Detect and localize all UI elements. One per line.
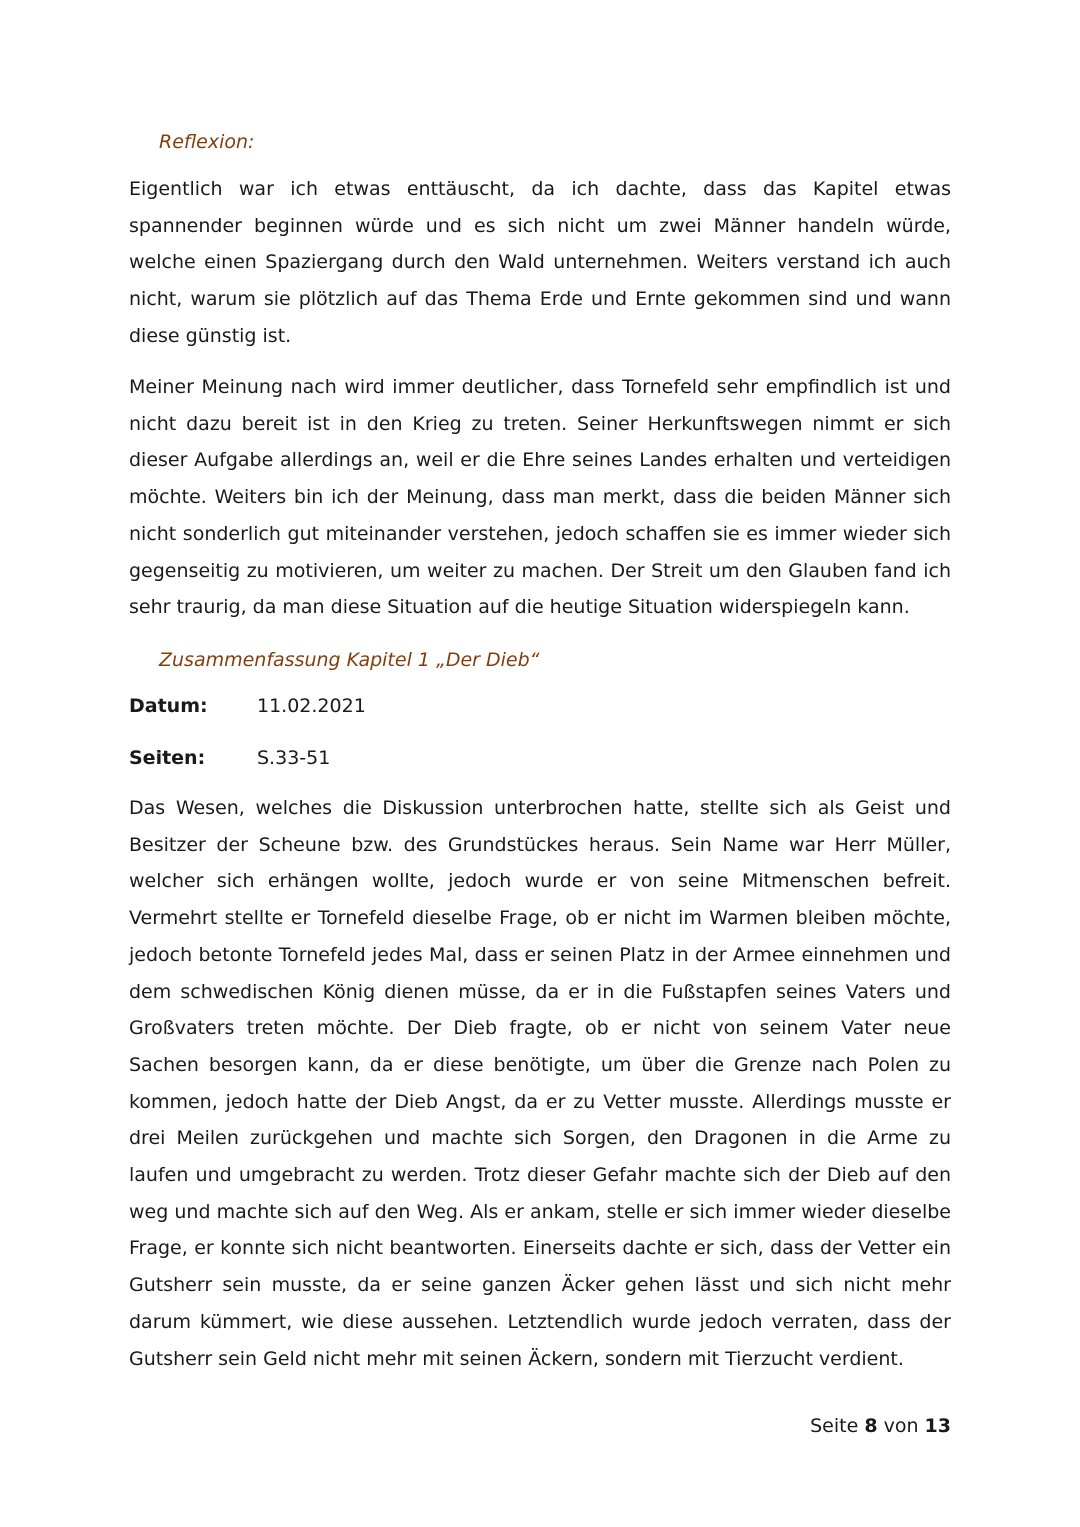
page-middle: von bbox=[877, 1415, 925, 1437]
date-label: Datum: bbox=[129, 695, 208, 717]
pages-row bbox=[129, 746, 951, 770]
page-number bbox=[810, 1414, 951, 1438]
summary-paragraph: Das Wesen, welches die Diskussion unterbrochen hatte, stellte sich als Geist und Besitzer der Scheune bzw. des Grundstückes heraus. Sein Name war Herr Müller, welcher sich erhängen wollte, jedoch wurde er von seine Mitmenschen befreit. Vermehrt stellte er Tornefeld dieselbe Frage, ob er nicht im Warmen bleiben möchte, jedoch betonte Tornefeld jedes Mal, dass er seinen Platz in der Armee einnehmen und dem schwedischen König dienen müsse, da er in die Fußstapfen seines Vaters und Großvaters treten möchte. Der Dieb fragte, ob er nicht von seinem Vater neue Sachen besorgen kann, da er diese benötigte, um über die Grenze nach Polen zu kommen, jedoch hatte der Dieb Angst, da er zu Vetter musste. Allerdings musste er drei Meilen zurückgehen und machte sich Sorgen, den Dragonen in die Arme zu laufen und umgebracht zu werden. Trotz dieser Gefahr machte sich der Dieb auf den weg und machte sich auf den Weg. Als er ankam, stelle er sich immer wieder dieselbe Frage, er konnte sich nicht beantworten. Einerseits dachte er sich, dass der Vetter ein Gutsherr sein musste, da er seine ganzen Äcker gehen lässt und sich nicht mehr darum kümmert, wie diese aussehen. Letztendlich wurde jedoch verraten, dass der Gutsherr sein Geld nicht mehr mit seinen Äckern, sondern mit Tierzucht verdient. bbox=[129, 797, 951, 1370]
reflexion-paragraph-1: Eigentlich war ich etwas enttäuscht, da ich dachte, dass das Kapitel etwas spannender beginnen würde und es sich nicht um zwei Männer handeln würde, welche einen Spaziergang durch den Wald unternehmen. Weiters verstand ich auch nicht, warum sie plötzlich auf das Thema Erde und Ernte gekommen sind und wann diese günstig ist. bbox=[129, 178, 951, 347]
document-page bbox=[129, 0, 951, 1527]
reflexion-heading: Reflexion: bbox=[159, 131, 255, 153]
reflexion-paragraph-2: Meiner Meinung nach wird immer deutlicher, dass Tornefeld sehr empfindlich ist und nicht dazu bereit ist in den Krieg zu treten. Seiner Herkunftswegen nimmt er sich dieser Aufgabe allerdings an, weil er die Ehre seines Landes erhalten und verteidigen möchte. Weiters bin ich der Meinung, dass man merkt, dass die beiden Männer sich nicht sonderlich gut miteinander verstehen, jedoch schaffen sie es immer wieder sich gegenseitig zu motivieren, um weiter zu machen. Der Streit um den Glauben fand ich sehr traurig, da man diese Situation auf die heutige Situation widerspiegeln kann. bbox=[129, 376, 951, 619]
page-prefix: Seite bbox=[810, 1415, 865, 1437]
date-row bbox=[129, 694, 951, 718]
pages-label: Seiten: bbox=[129, 747, 206, 769]
pages-value: S.33-51 bbox=[257, 747, 331, 769]
summary-heading: Zusammenfassung Kapitel 1 „Der Dieb“ bbox=[159, 649, 540, 671]
current-page: 8 bbox=[864, 1415, 878, 1437]
date-value: 11.02.2021 bbox=[257, 695, 366, 717]
total-pages: 13 bbox=[924, 1415, 951, 1437]
